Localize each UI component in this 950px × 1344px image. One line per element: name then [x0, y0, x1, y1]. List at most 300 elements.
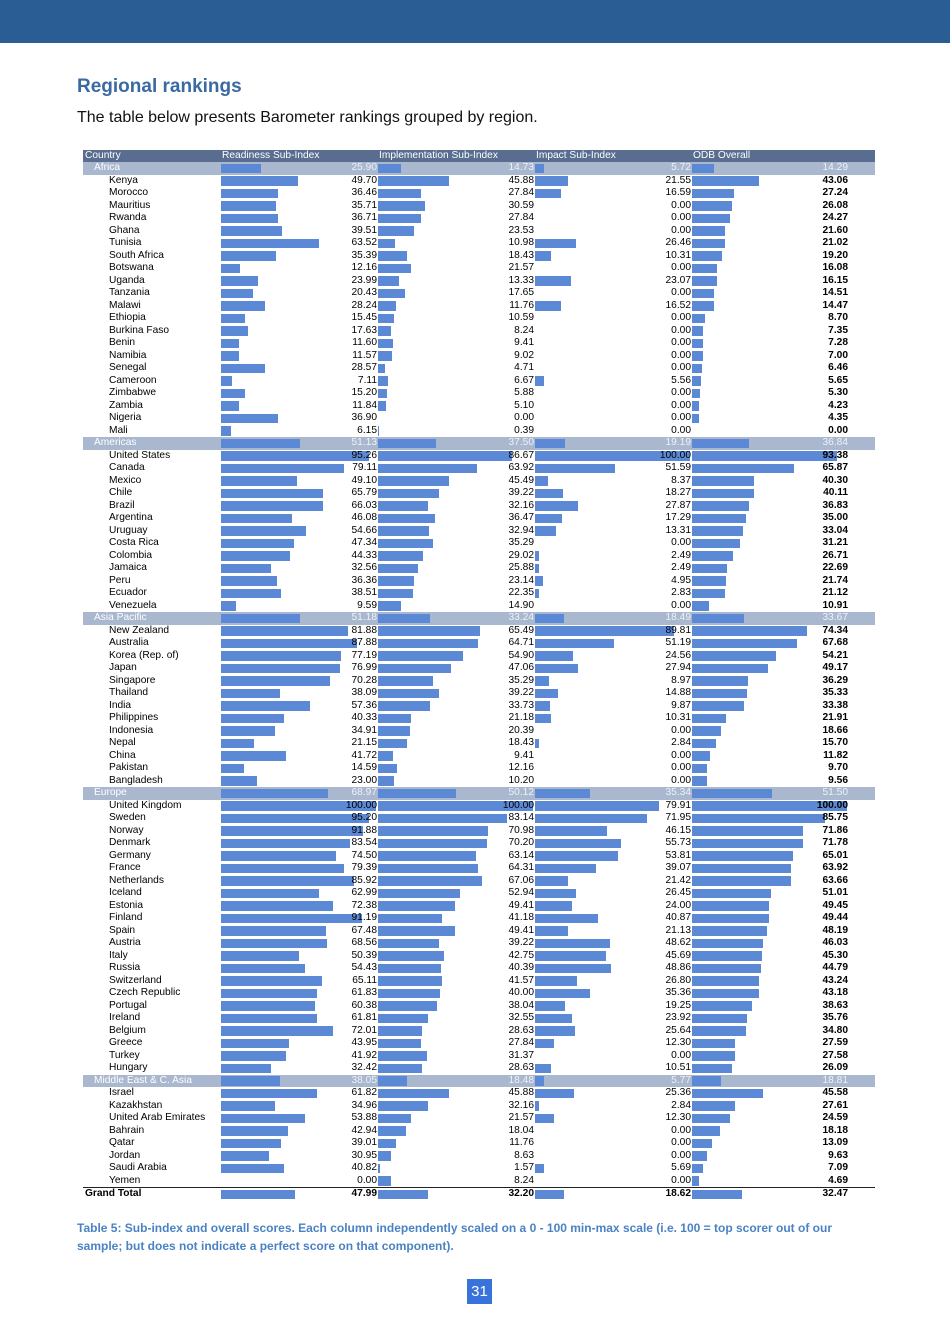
- table-row: [83, 1175, 875, 1188]
- overall-value: 27.59: [822, 1037, 848, 1048]
- readiness-bar: [221, 476, 297, 486]
- country-name: Australia: [109, 637, 149, 648]
- implementation-bar: [378, 876, 482, 886]
- overall-bar: [692, 651, 776, 661]
- country-name: Colombia: [109, 549, 153, 561]
- impact-bar: [535, 489, 563, 499]
- impact-value: 48.62: [665, 937, 691, 948]
- readiness-value: 60.38: [351, 999, 377, 1011]
- impact-value: 4.95: [671, 574, 691, 586]
- impact-bar: [535, 976, 577, 986]
- readiness-bar: [221, 414, 278, 424]
- table-row: [83, 462, 875, 475]
- table-row: [83, 562, 875, 575]
- implementation-bar: [378, 1190, 428, 1200]
- impact-value: 0.00: [671, 424, 691, 436]
- readiness-value: 53.88: [351, 1112, 377, 1123]
- impact-bar: [535, 926, 568, 936]
- implementation-value: 32.20: [508, 1188, 534, 1199]
- table-row: [83, 762, 875, 775]
- impact-value: 51.59: [665, 462, 691, 473]
- readiness-value: 83.54: [351, 837, 377, 848]
- readiness-value: 30.95: [351, 1149, 377, 1161]
- implementation-bar: [378, 1064, 422, 1074]
- country-name: Kenya: [109, 174, 138, 186]
- overall-value: 14.51: [822, 287, 848, 298]
- overall-value: 21.60: [822, 224, 848, 236]
- implementation-value: 22.35: [508, 587, 534, 598]
- readiness-value: 77.19: [351, 649, 377, 661]
- readiness-value: 11.57: [352, 349, 377, 361]
- overall-value: 27.24: [822, 187, 848, 198]
- overall-value: 32.47: [822, 1188, 848, 1199]
- overall-bar: [692, 551, 733, 561]
- impact-value: 18.49: [665, 612, 691, 623]
- overall-bar: [692, 476, 754, 486]
- impact-value: 2.83: [671, 587, 691, 598]
- readiness-bar: [221, 676, 330, 686]
- impact-value: 27.87: [665, 499, 691, 511]
- overall-bar: [692, 164, 714, 174]
- overall-value: 4.23: [828, 399, 848, 411]
- overall-bar: [692, 876, 791, 886]
- country-name: Mauritius: [109, 199, 151, 211]
- rankings-table: [83, 150, 875, 1201]
- table-row: [83, 1150, 875, 1163]
- table-row: [83, 587, 875, 600]
- overall-value: 24.59: [822, 1112, 848, 1123]
- readiness-value: 91.88: [351, 824, 377, 836]
- implementation-bar: [378, 989, 440, 999]
- readiness-bar: [221, 426, 231, 436]
- readiness-bar: [221, 1139, 281, 1149]
- overall-value: 36.29: [822, 674, 848, 686]
- implementation-bar: [378, 326, 391, 336]
- overall-value: 18.66: [822, 724, 848, 736]
- readiness-value: 39.51: [351, 224, 377, 236]
- table-body: [83, 162, 875, 1201]
- country-name: Namibia: [109, 349, 147, 361]
- readiness-bar: [221, 526, 306, 536]
- implementation-value: 32.55: [508, 1012, 534, 1023]
- country-name: Mali: [109, 424, 128, 436]
- overall-value: 35.00: [822, 512, 848, 523]
- overall-value: 34.80: [822, 1024, 848, 1036]
- table-row: [83, 625, 875, 638]
- implementation-bar: [378, 789, 456, 799]
- overall-bar: [692, 226, 725, 236]
- overall-bar: [692, 376, 701, 386]
- readiness-value: 72.01: [351, 1024, 377, 1036]
- impact-value: 40.87: [665, 912, 691, 923]
- impact-bar: [535, 1190, 564, 1200]
- table-row: [83, 925, 875, 938]
- implementation-bar: [378, 214, 421, 224]
- implementation-value: 63.92: [508, 462, 534, 473]
- readiness-value: 61.82: [351, 1087, 377, 1098]
- impact-value: 55.73: [665, 837, 691, 848]
- table-row: [83, 200, 875, 213]
- implementation-bar: [378, 339, 393, 349]
- readiness-bar: [221, 401, 239, 411]
- implementation-value: 21.18: [508, 712, 534, 723]
- implementation-bar: [378, 264, 411, 274]
- country-name: Russia: [109, 962, 141, 973]
- table-row: [83, 687, 875, 700]
- overall-value: 54.21: [822, 649, 848, 661]
- readiness-value: 61.83: [351, 987, 377, 998]
- country-name: Peru: [109, 574, 131, 586]
- readiness-value: 74.50: [351, 849, 377, 861]
- implementation-bar: [378, 951, 444, 961]
- overall-bar: [692, 501, 749, 511]
- overall-bar: [692, 1139, 712, 1149]
- impact-bar: [535, 589, 539, 599]
- table-row: [83, 1000, 875, 1013]
- implementation-bar: [378, 1076, 407, 1086]
- impact-value: 10.51: [665, 1062, 691, 1073]
- impact-value: 16.59: [665, 187, 691, 198]
- implementation-bar: [378, 464, 477, 474]
- impact-bar: [535, 376, 544, 386]
- overall-value: 49.45: [822, 899, 848, 911]
- impact-value: 8.97: [671, 674, 691, 686]
- impact-bar: [535, 964, 611, 974]
- implementation-value: 31.37: [508, 1049, 534, 1061]
- overall-value: 100.00: [816, 799, 848, 811]
- overall-bar: [692, 739, 716, 749]
- implementation-bar: [378, 664, 451, 674]
- implementation-bar: [378, 501, 428, 511]
- readiness-bar: [221, 889, 319, 899]
- implementation-bar: [378, 701, 430, 711]
- impact-bar: [535, 526, 556, 536]
- impact-bar: [535, 839, 621, 849]
- overall-value: 45.58: [822, 1087, 848, 1098]
- overall-value: 16.08: [822, 262, 848, 273]
- overall-bar: [692, 951, 762, 961]
- implementation-bar: [378, 751, 393, 761]
- readiness-bar: [221, 239, 319, 249]
- country-name: United Arab Emirates: [109, 1112, 206, 1123]
- readiness-bar: [221, 301, 265, 311]
- impact-bar: [535, 239, 576, 249]
- overall-bar: [692, 576, 726, 586]
- readiness-bar: [221, 1039, 289, 1049]
- overall-value: 19.20: [822, 249, 848, 261]
- implementation-value: 0.00: [514, 412, 534, 423]
- overall-value: 9.63: [828, 1149, 848, 1161]
- overall-value: 14.47: [822, 299, 848, 311]
- readiness-value: 100.00: [345, 799, 377, 811]
- overall-bar: [692, 1001, 752, 1011]
- overall-bar: [692, 976, 759, 986]
- impact-bar: [535, 301, 561, 311]
- impact-bar: [535, 164, 544, 174]
- impact-bar: [535, 701, 550, 711]
- overall-bar: [692, 1176, 699, 1186]
- implementation-bar: [378, 939, 439, 949]
- implementation-bar: [378, 1139, 396, 1149]
- implementation-bar: [378, 514, 435, 524]
- country-name: Qatar: [109, 1137, 135, 1148]
- overall-bar: [692, 1051, 735, 1061]
- overall-value: 35.76: [822, 1012, 848, 1023]
- readiness-value: 95.26: [351, 449, 377, 461]
- table-row: [83, 475, 875, 488]
- country-name: Rwanda: [109, 212, 147, 223]
- country-name: Cameroon: [109, 374, 157, 386]
- implementation-value: 30.59: [508, 199, 534, 211]
- table-row: [83, 350, 875, 363]
- implementation-value: 33.24: [508, 612, 534, 623]
- impact-bar: [535, 1001, 565, 1011]
- overall-bar: [692, 1114, 730, 1124]
- readiness-value: 63.52: [351, 237, 377, 248]
- readiness-value: 49.10: [351, 474, 377, 486]
- implementation-value: 45.88: [508, 174, 534, 186]
- region-name: Africa: [94, 162, 121, 173]
- readiness-value: 57.36: [351, 699, 377, 711]
- overall-bar: [692, 251, 722, 261]
- overall-bar: [692, 926, 767, 936]
- readiness-value: 61.81: [351, 1012, 377, 1023]
- impact-bar: [535, 276, 571, 286]
- readiness-value: 32.56: [351, 562, 377, 573]
- impact-bar: [535, 1114, 554, 1124]
- readiness-bar: [221, 351, 239, 361]
- implementation-value: 100.00: [502, 799, 534, 811]
- readiness-value: 38.51: [351, 587, 377, 598]
- readiness-value: 66.03: [351, 499, 377, 511]
- implementation-bar: [378, 201, 425, 211]
- impact-bar: [535, 1089, 574, 1099]
- impact-value: 12.30: [665, 1037, 691, 1048]
- country-name: New Zealand: [109, 624, 170, 636]
- readiness-value: 87.88: [351, 637, 377, 648]
- implementation-bar: [378, 176, 449, 186]
- implementation-bar: [378, 226, 414, 236]
- implementation-bar: [378, 864, 478, 874]
- implementation-bar: [378, 901, 455, 911]
- table-row: [83, 450, 875, 463]
- readiness-value: 68.97: [351, 787, 377, 798]
- readiness-bar: [221, 1114, 305, 1124]
- impact-value: 79.91: [665, 799, 691, 811]
- table-row: [83, 525, 875, 538]
- impact-bar: [535, 1164, 544, 1174]
- table-row: [83, 850, 875, 863]
- readiness-bar: [221, 276, 258, 286]
- implementation-value: 12.16: [508, 762, 534, 773]
- table-row: [83, 400, 875, 413]
- overall-value: 24.27: [822, 212, 848, 223]
- impact-value: 0.00: [671, 537, 691, 548]
- country-name: Malawi: [109, 299, 141, 311]
- table-row: [83, 375, 875, 388]
- readiness-bar: [221, 501, 323, 511]
- implementation-value: 32.16: [508, 499, 534, 511]
- region-row: [83, 1075, 875, 1088]
- grand-total-row: [83, 1187, 875, 1201]
- implementation-bar: [378, 239, 395, 249]
- readiness-value: 46.08: [351, 512, 377, 523]
- readiness-bar: [221, 1076, 280, 1086]
- country-name: Italy: [109, 949, 128, 961]
- impact-value: 17.29: [665, 512, 691, 523]
- implementation-bar: [378, 964, 441, 974]
- readiness-bar: [221, 1101, 275, 1111]
- impact-value: 5.69: [671, 1162, 691, 1173]
- impact-value: 26.80: [665, 974, 691, 986]
- table-row: [83, 412, 875, 425]
- readiness-value: 36.90: [351, 412, 377, 423]
- country-name: Denmark: [109, 837, 151, 848]
- readiness-value: 35.39: [351, 249, 377, 261]
- impact-value: 2.84: [671, 737, 691, 748]
- readiness-bar: [221, 189, 278, 199]
- country-name: Jordan: [109, 1149, 141, 1161]
- implementation-value: 63.14: [508, 849, 534, 861]
- overall-bar: [692, 901, 769, 911]
- readiness-bar: [221, 539, 294, 549]
- table-row: [83, 662, 875, 675]
- table-row: [83, 750, 875, 763]
- intro-text: The table below presents Barometer rankings grouped by region.: [77, 109, 538, 126]
- col-header-odb-overall: ODB Overall: [693, 150, 751, 161]
- impact-value: 51.19: [665, 637, 691, 648]
- overall-bar: [692, 1076, 721, 1086]
- country-name: Bahrain: [109, 1124, 145, 1136]
- implementation-value: 21.57: [508, 262, 534, 273]
- implementation-bar: [378, 651, 463, 661]
- table-row: [83, 425, 875, 438]
- implementation-bar: [378, 1051, 427, 1061]
- implementation-bar: [378, 889, 460, 899]
- country-name: Saudi Arabia: [109, 1162, 167, 1173]
- implementation-value: 40.00: [508, 987, 534, 998]
- table-row: [83, 175, 875, 188]
- overall-bar: [692, 289, 714, 299]
- implementation-bar: [378, 714, 411, 724]
- implementation-bar: [378, 589, 413, 599]
- readiness-bar: [221, 1089, 317, 1099]
- country-name: Costa Rica: [109, 537, 159, 548]
- impact-value: 0.00: [671, 199, 691, 211]
- overall-value: 26.08: [822, 199, 848, 211]
- country-name: Yemen: [109, 1174, 141, 1186]
- table-row: [83, 900, 875, 913]
- implementation-bar: [378, 1001, 437, 1011]
- implementation-value: 17.65: [508, 287, 534, 298]
- implementation-value: 35.29: [508, 537, 534, 548]
- overall-bar: [692, 1026, 746, 1036]
- overall-value: 40.30: [822, 474, 848, 486]
- table-row: [83, 300, 875, 313]
- impact-bar: [535, 664, 578, 674]
- overall-bar: [692, 676, 748, 686]
- impact-bar: [535, 989, 590, 999]
- readiness-value: 49.70: [351, 174, 377, 186]
- implementation-value: 49.41: [508, 924, 534, 936]
- readiness-bar: [221, 551, 290, 561]
- implementation-value: 45.49: [508, 474, 534, 486]
- impact-value: 39.07: [665, 862, 691, 873]
- readiness-value: 34.96: [351, 1099, 377, 1111]
- table-row: [83, 950, 875, 963]
- overall-value: 0.00: [828, 424, 848, 436]
- readiness-bar: [221, 1151, 269, 1161]
- overall-bar: [692, 1101, 735, 1111]
- country-name: Burkina Faso: [109, 324, 170, 336]
- readiness-bar: [221, 251, 276, 261]
- readiness-bar: [221, 789, 328, 799]
- overall-value: 71.86: [822, 824, 848, 836]
- overall-bar: [692, 326, 703, 336]
- implementation-bar: [378, 551, 423, 561]
- table-row: [83, 1137, 875, 1150]
- overall-bar: [692, 726, 721, 736]
- table-row: [83, 225, 875, 238]
- implementation-value: 70.20: [508, 837, 534, 848]
- table-row: [83, 1062, 875, 1075]
- overall-value: 8.70: [828, 312, 848, 323]
- implementation-bar: [378, 1151, 391, 1161]
- implementation-value: 47.06: [508, 662, 534, 673]
- readiness-bar: [221, 939, 327, 949]
- implementation-bar: [378, 601, 401, 611]
- country-name: China: [109, 749, 136, 761]
- impact-bar: [535, 1076, 544, 1086]
- country-name: Senegal: [109, 362, 147, 373]
- country-name: Tunisia: [109, 237, 142, 248]
- implementation-bar: [378, 1176, 391, 1186]
- impact-bar: [535, 251, 551, 261]
- overall-value: 7.35: [828, 324, 848, 336]
- implementation-bar: [378, 289, 405, 299]
- implementation-value: 9.02: [514, 349, 534, 361]
- overall-value: 65.01: [822, 849, 848, 861]
- country-name: Argentina: [109, 512, 153, 523]
- readiness-bar: [221, 364, 265, 374]
- readiness-bar: [221, 951, 299, 961]
- readiness-bar: [221, 326, 248, 336]
- impact-value: 21.13: [665, 924, 691, 936]
- region-name: Asia Pacific: [94, 612, 147, 623]
- readiness-value: 20.43: [351, 287, 377, 298]
- readiness-value: 43.95: [351, 1037, 377, 1048]
- country-name: Spain: [109, 924, 136, 936]
- overall-bar: [692, 776, 707, 786]
- country-name: Grand Total: [85, 1188, 142, 1199]
- table-row: [83, 1112, 875, 1125]
- implementation-value: 1.57: [514, 1162, 534, 1173]
- country-name: Brazil: [109, 499, 135, 511]
- readiness-value: 28.24: [351, 299, 377, 311]
- readiness-value: 12.16: [351, 262, 377, 273]
- impact-bar: [535, 714, 551, 724]
- readiness-bar: [221, 926, 326, 936]
- readiness-bar: [221, 201, 276, 211]
- impact-value: 2.84: [671, 1099, 691, 1111]
- implementation-value: 54.90: [508, 649, 534, 661]
- impact-bar: [535, 901, 572, 911]
- table-row: [83, 825, 875, 838]
- overall-bar: [692, 989, 759, 999]
- country-name: Botswana: [109, 262, 154, 273]
- overall-bar: [692, 789, 772, 799]
- impact-bar: [535, 951, 606, 961]
